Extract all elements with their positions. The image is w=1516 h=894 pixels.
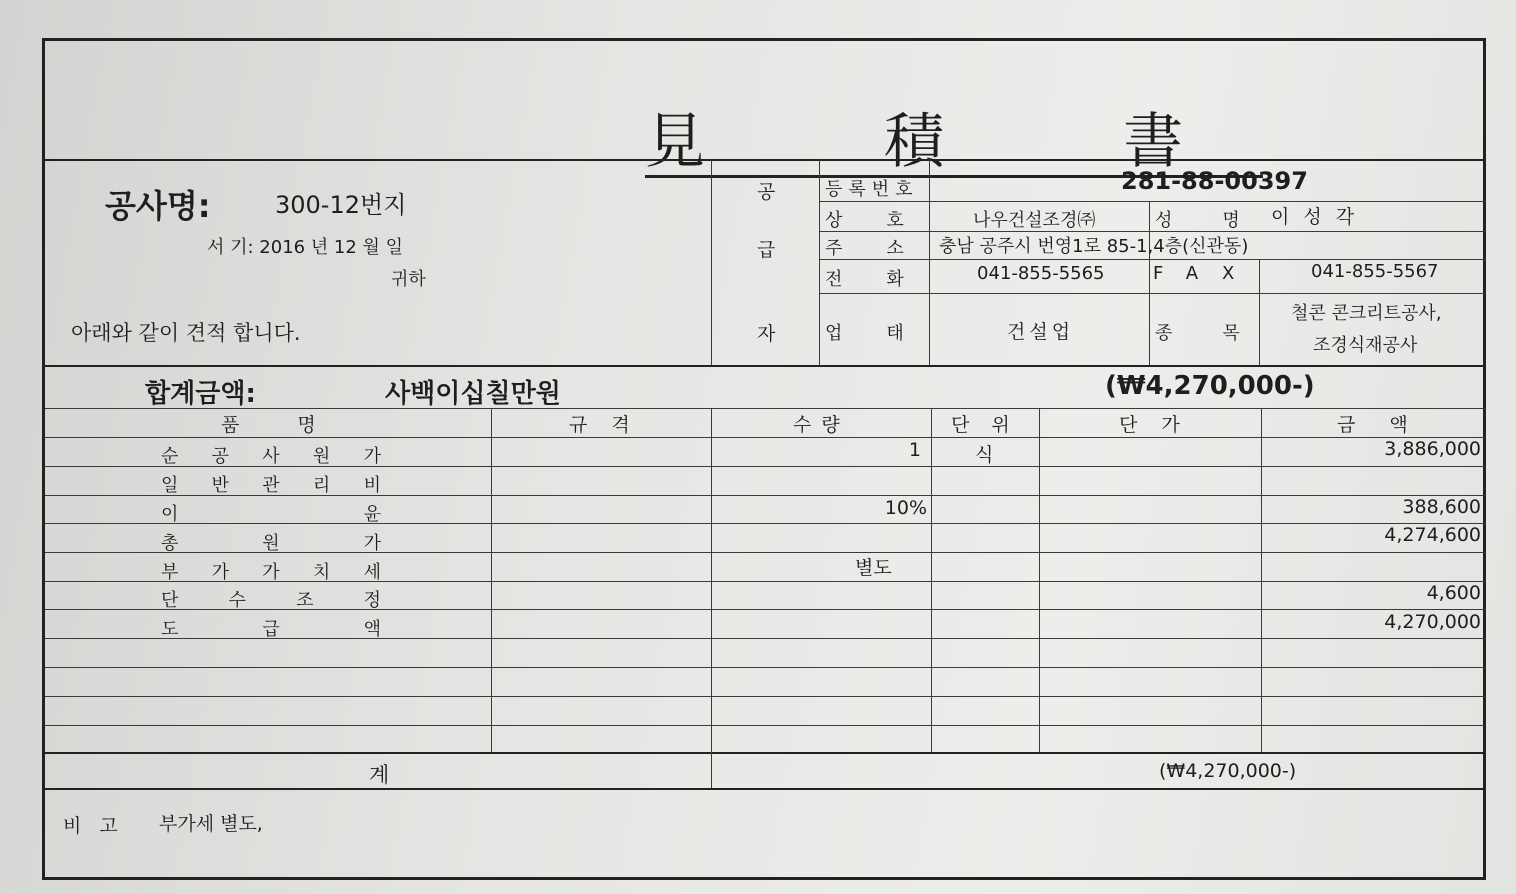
sum-row-top bbox=[45, 752, 1485, 754]
supplier-row-line-1 bbox=[819, 201, 1485, 202]
representative-name: 이 성 각 bbox=[1271, 206, 1359, 228]
sum-row-divider bbox=[711, 752, 712, 788]
reg-number-value: 281-88-00397 bbox=[1121, 167, 1308, 195]
estimate-form bbox=[42, 38, 1486, 880]
row-quantity: 10% bbox=[884, 497, 927, 519]
supplier-fax-border bbox=[1259, 259, 1260, 365]
row-amount: 4,274,600 bbox=[1384, 524, 1481, 546]
business-item-label: 종목 bbox=[1155, 323, 1290, 344]
fax-label: FAX bbox=[1153, 263, 1259, 284]
document-title: 見 積 書 bbox=[645, 107, 1264, 177]
supplier-label-border bbox=[819, 159, 820, 365]
phone-value: 041-855-5565 bbox=[977, 263, 1105, 284]
total-label: 합계금액: bbox=[145, 379, 256, 409]
supplier-row-line-4 bbox=[819, 293, 1485, 294]
row-item-name: 단 수 조 정 bbox=[161, 590, 381, 611]
sum-amount: (₩4,270,000-) bbox=[1159, 760, 1297, 782]
col-line-unit bbox=[931, 408, 932, 752]
row-amount: 4,270,000 bbox=[1384, 611, 1481, 633]
supplier-side-char-3: 자 bbox=[757, 323, 776, 345]
col-line-qty bbox=[711, 408, 712, 752]
col-line-spec bbox=[491, 408, 492, 752]
row-quantity: 1 bbox=[908, 439, 921, 461]
row-line-10 bbox=[45, 725, 1485, 726]
col-line-amount bbox=[1261, 408, 1262, 752]
project-name: 300-12번지 bbox=[275, 191, 407, 219]
row-amount: 388,600 bbox=[1402, 496, 1481, 518]
header-unit-price: 단가 bbox=[1119, 414, 1204, 436]
remarks-label: 비 고 bbox=[63, 815, 124, 837]
row-amount: 4,600 bbox=[1426, 582, 1481, 604]
row-item-name: 일 반 관 리 비 bbox=[161, 475, 381, 496]
header-unit: 단위 bbox=[951, 414, 1032, 436]
row-unit: 식 bbox=[975, 444, 994, 466]
row-item-name: 이 윤 bbox=[161, 504, 381, 525]
project-label: 공사명: bbox=[105, 187, 211, 225]
total-amount: (₩4,270,000-) bbox=[1105, 371, 1315, 401]
intro-text: 아래와 같이 견적 합니다. bbox=[71, 321, 301, 345]
table-header-top bbox=[45, 408, 1485, 409]
row-item-name: 도 급 액 bbox=[161, 619, 381, 640]
row-item-name: 부 가 가 치 세 bbox=[161, 562, 381, 583]
supplier-side-char-1: 공 bbox=[757, 181, 776, 203]
row-line-8 bbox=[45, 667, 1485, 668]
company-label: 상 호 bbox=[825, 210, 948, 231]
row-line-9 bbox=[45, 696, 1485, 697]
row-quantity: 별도 bbox=[855, 557, 892, 579]
header-item-name: 품명 bbox=[221, 414, 374, 436]
row-item-name: 총 원 가 bbox=[161, 533, 381, 554]
date-line: 서 기: 2016 년 12 월 일 bbox=[207, 237, 404, 258]
supplier-left-border bbox=[711, 159, 712, 365]
sum-label: 계 bbox=[369, 763, 390, 787]
remarks-value: 부가세 별도, bbox=[159, 813, 263, 835]
fax-value: 041-855-5567 bbox=[1311, 261, 1439, 282]
business-item-value-1: 철콘 콘크리트공사, bbox=[1291, 303, 1442, 324]
row-item-name: 순 공 사 원 가 bbox=[161, 446, 381, 467]
row-amount: 3,886,000 bbox=[1384, 438, 1481, 460]
address-value: 충남 공주시 번영1로 85-1,4층(신관동) bbox=[939, 236, 1249, 257]
address-label: 주소 bbox=[825, 238, 948, 259]
business-item-value-2: 조경식재공사 bbox=[1313, 335, 1418, 356]
phone-label: 전화 bbox=[825, 269, 948, 290]
table-header-bottom bbox=[45, 437, 1485, 438]
reg-number-label: 등록번호 bbox=[825, 179, 919, 200]
header-spec: 규격 bbox=[569, 414, 654, 436]
company-value: 나우건설조경㈜ bbox=[973, 210, 1096, 231]
col-line-price bbox=[1039, 408, 1040, 752]
name-label: 성명 bbox=[1155, 210, 1290, 231]
header-divider bbox=[45, 365, 1485, 367]
business-type-label: 업태 bbox=[825, 323, 948, 344]
supplier-side-char-2: 급 bbox=[757, 239, 776, 261]
recipient-suffix: 귀하 bbox=[391, 269, 426, 290]
title-divider bbox=[45, 159, 1485, 161]
header-amount: 금액 bbox=[1337, 414, 1442, 436]
header-quantity: 수량 bbox=[793, 414, 850, 436]
sum-row-bottom bbox=[45, 788, 1485, 790]
business-type-value: 건설업 bbox=[1007, 321, 1075, 343]
total-korean: 사백이십칠만원 bbox=[385, 379, 561, 409]
supplier-mid-border bbox=[1149, 201, 1150, 365]
